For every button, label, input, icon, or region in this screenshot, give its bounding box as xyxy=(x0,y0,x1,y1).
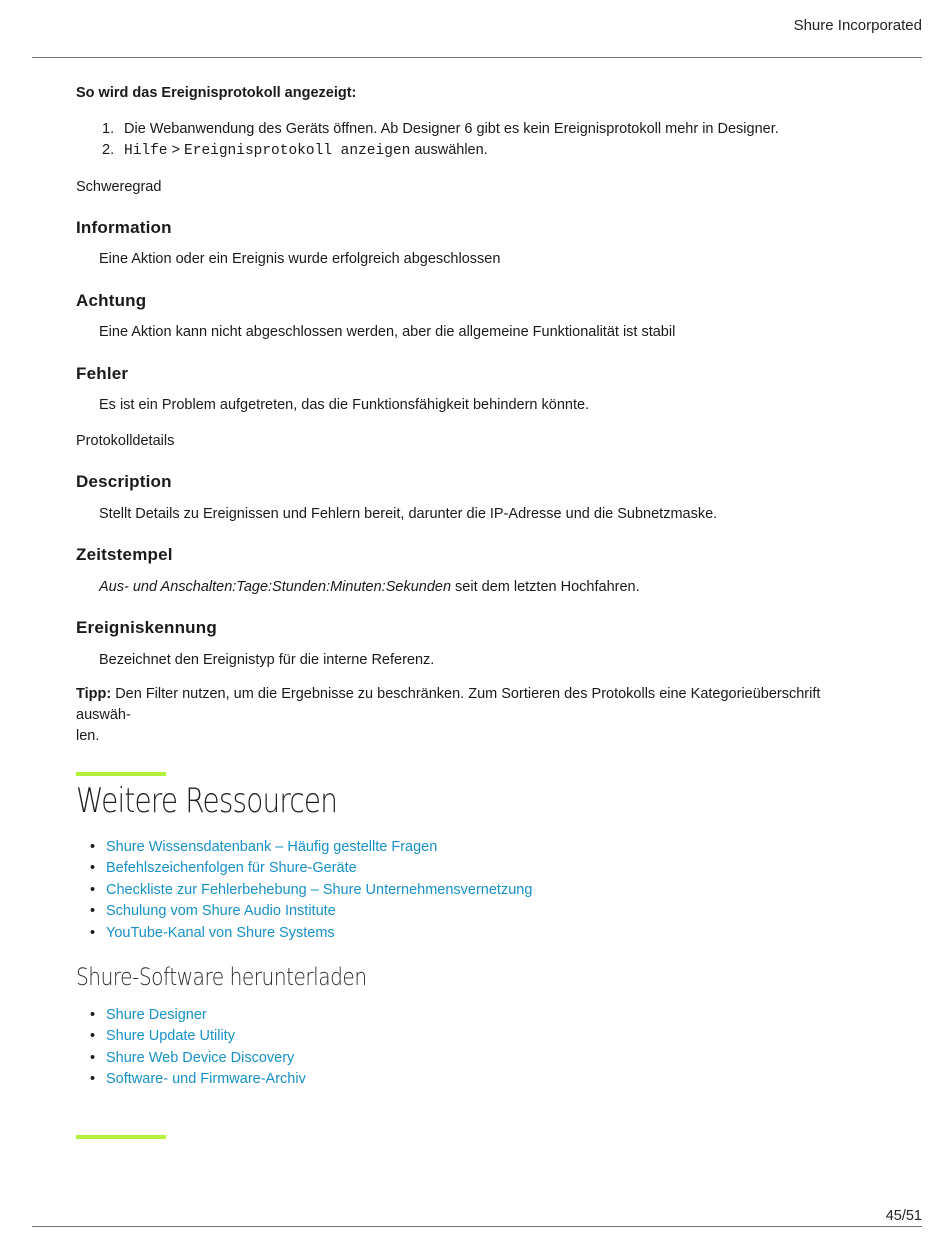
header-company-name: Shure Incorporated xyxy=(793,17,922,34)
list-item xyxy=(76,120,876,141)
term-warning: Achtung xyxy=(76,291,147,310)
step-text: Die Webanwendung des Geräts öffnen. Ab Designer 6 gibt es kein Ereignisprotokoll mehr in Designer. xyxy=(124,121,779,137)
footer-divider xyxy=(32,1226,922,1227)
definition-warning: Eine Aktion kann nicht abgeschlossen werden, aber die allgemeine Funktionalität ist stabil xyxy=(99,324,676,340)
header-divider xyxy=(32,57,922,58)
timestamp-rest: seit dem letzten Hochfahren. xyxy=(451,579,640,595)
menu-path-show: anzeigen xyxy=(331,143,411,159)
menu-separator: > xyxy=(167,142,185,158)
list-item: • YouTube-Kanal von Shure Systems xyxy=(90,924,335,941)
downloads-links xyxy=(76,1006,306,1092)
downloads-title: Shure-Software herunterladen xyxy=(76,963,367,991)
list-item: • Shure Update Utility xyxy=(90,1028,235,1045)
term-information: Information xyxy=(76,218,172,237)
term-event-id: Ereigniskennung xyxy=(76,618,217,637)
list-item: • Shure Wissensdatenbank – Häufig gestellte Fragen xyxy=(90,839,438,855)
section-accent-bar xyxy=(76,772,166,776)
severity-label: Schweregrad xyxy=(76,179,162,195)
step-text-tail: auswählen. xyxy=(410,142,488,158)
definition-description: Stellt Details zu Ereignissen und Fehlern bereit, darunter die IP-Adresse und die Subnetzmaske. xyxy=(99,506,718,522)
step-number: 1. xyxy=(102,121,115,137)
definition-timestamp xyxy=(76,578,640,596)
intro-heading: So wird das Ereignisprotokoll angezeigt: xyxy=(76,85,357,101)
term-description: Description xyxy=(76,472,172,491)
link-software-archive[interactable]: Software- und Firmware-Archiv xyxy=(106,1071,306,1088)
step-number: 2. xyxy=(102,142,115,158)
definition-error: Es ist ein Problem aufgetreten, das die Funktionsfähigkeit behindern könnte. xyxy=(99,397,590,413)
list-item: • Schulung vom Shure Audio Institute xyxy=(90,903,336,920)
resources-title: Weitere Ressourcen xyxy=(76,781,338,821)
list-item: • Shure Web Device Discovery xyxy=(90,1049,295,1066)
link-update-utility[interactable]: Shure Update Utility xyxy=(106,1028,235,1045)
steps-list xyxy=(76,120,876,162)
list-item: • Befehlszeichenfolgen für Shure-Geräte xyxy=(90,860,357,877)
section-accent-bar xyxy=(76,1135,166,1139)
tip-label: Tipp: xyxy=(76,686,112,702)
tip-paragraph xyxy=(76,684,876,747)
list-item: • Checkliste zur Fehlerbehebung – Shure Unternehmensvernetzung xyxy=(90,881,533,898)
definition-event-id: Bezeichnet den Ereignistyp für die interne Referenz. xyxy=(99,652,435,668)
link-youtube-channel[interactable]: YouTube-Kanal von Shure Systems xyxy=(106,924,335,941)
page-content xyxy=(76,84,876,1088)
page-number: 45/51 xyxy=(885,1208,922,1224)
menu-path-event-log: Ereignisprotokoll xyxy=(184,143,332,159)
link-web-device-discovery[interactable]: Shure Web Device Discovery xyxy=(106,1049,295,1066)
list-item xyxy=(76,141,876,162)
link-networking-checklist[interactable]: Checkliste zur Fehlerbehebung – Shure Unternehmensvernetzung xyxy=(106,881,533,898)
tip-text: Den Filter nutzen, um die Ergebnisse zu beschränken. Zum Sortieren des Protokolls eine Kategorieüberschrift auswäh- xyxy=(76,686,821,723)
link-shure-designer[interactable]: Shure Designer xyxy=(106,1007,207,1023)
list-item: • Software- und Firmware-Archiv xyxy=(90,1071,306,1088)
term-error: Fehler xyxy=(76,364,129,383)
link-command-strings[interactable]: Befehlszeichenfolgen für Shure-Geräte xyxy=(106,860,357,877)
tip-text-continued: len. xyxy=(76,728,100,744)
menu-path-help: Hilfe xyxy=(124,143,168,159)
definition-information: Eine Aktion oder ein Ereignis wurde erfolgreich abgeschlossen xyxy=(99,251,501,267)
resources-links xyxy=(76,838,532,945)
details-label: Protokolldetails xyxy=(76,433,175,449)
term-timestamp: Zeitstempel xyxy=(76,545,173,564)
list-item: • Shure Designer xyxy=(90,1007,207,1023)
link-audio-institute[interactable]: Schulung vom Shure Audio Institute xyxy=(106,903,336,920)
link-knowledge-base[interactable]: Shure Wissensdatenbank – Häufig gestellte Fragen xyxy=(106,839,438,855)
timestamp-format: Aus- und Anschalten:Tage:Stunden:Minuten:Sekunden xyxy=(99,579,452,595)
